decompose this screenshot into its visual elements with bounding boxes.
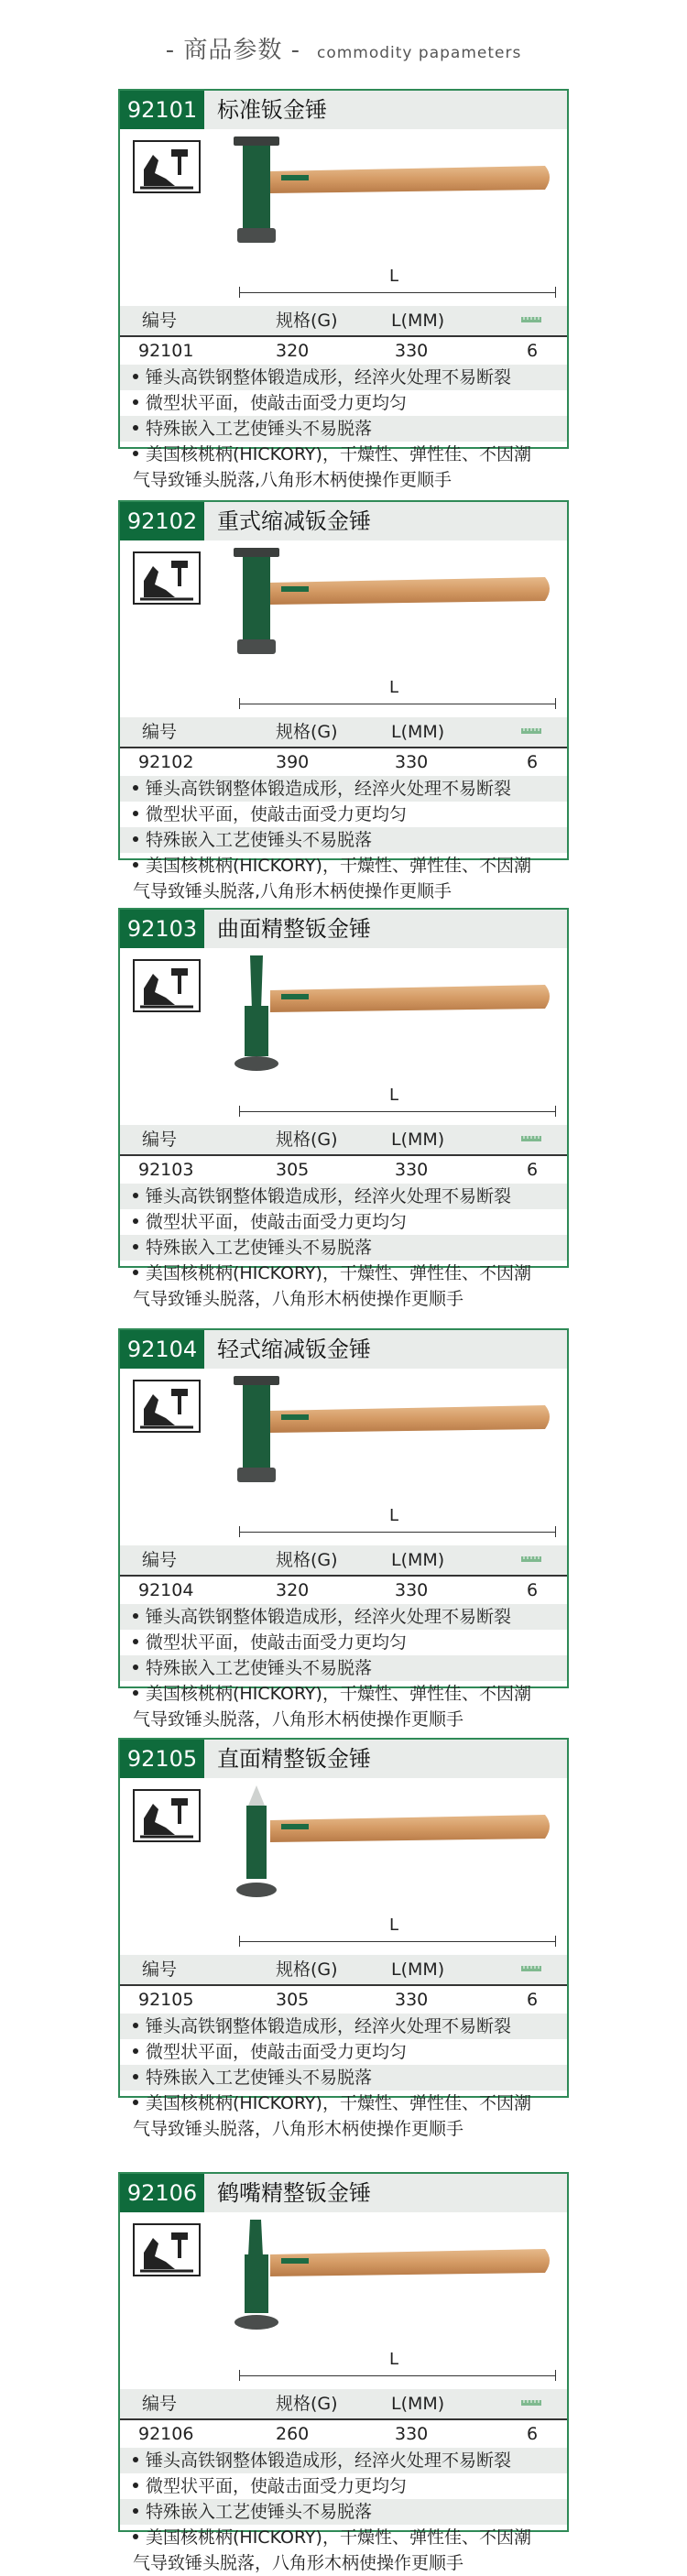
panel-hammer-image (234, 544, 563, 663)
bullet-icon (133, 1218, 138, 1224)
spec-data-row (120, 1156, 567, 1184)
hammering-usage-icon (133, 1380, 201, 1433)
product-name: 重式缩减钣金锤 (217, 508, 371, 534)
spec-data-row (120, 748, 567, 776)
bullet-icon (133, 2483, 138, 2488)
panel-hammer-image (234, 1782, 563, 1901)
length-dimension (239, 2350, 556, 2381)
product-photo (124, 544, 567, 724)
spec-table (120, 1955, 567, 2014)
spec-table (120, 1545, 567, 1604)
feature-item: 微型状平面，使敲击面受力更均匀 (133, 2039, 407, 2065)
spec-weight: 305 (276, 1160, 310, 1180)
feature-item: 美国核桃柄(HICKORY)，干燥性、弹性佳、不因潮 (133, 442, 531, 467)
col-length-header: L(MM) (391, 2394, 445, 2414)
spec-weight: 320 (276, 341, 310, 361)
spec-qty: 6 (527, 1990, 539, 2010)
feature-item: 特殊嵌入工艺使锤头不易脱落 (133, 1235, 372, 1261)
bullet-icon (133, 399, 138, 405)
spec-header-row (120, 1545, 567, 1575)
bullet-icon (133, 2048, 138, 2054)
col-length-header: L(MM) (391, 311, 445, 331)
product-code-badge: 92103 (120, 910, 204, 948)
bullet-icon (133, 2534, 138, 2539)
feature-item-continued: 气导致锤头脱落,八角形木柄使操作更顺手 (133, 881, 453, 901)
feature-item-continued: 气导致锤头脱落，八角形木柄使操作更顺手 (133, 1289, 464, 1309)
spec-header-row (120, 717, 567, 747)
spec-data-row (120, 1986, 567, 2014)
panel-hammer-image (234, 952, 563, 1071)
feature-item: 锤头高铁钢整体锻造成形，经淬火处理不易断裂 (133, 2014, 511, 2039)
spec-table (120, 1125, 567, 1184)
spec-code: 92105 (138, 1990, 194, 2010)
length-dimension-label: L (386, 2350, 402, 2369)
length-dimension (239, 1506, 556, 1537)
spec-qty: 6 (527, 2424, 539, 2444)
panel-hammer-image (234, 1372, 563, 1491)
length-dimension-label: L (386, 1506, 402, 1525)
feature-item-continued: 气导致锤头脱落，八角形木柄使操作更顺手 (133, 2119, 464, 2139)
feature-item: 锤头高铁钢整体锻造成形，经淬火处理不易断裂 (133, 2448, 511, 2473)
section-title-en: commodity papameters (316, 44, 522, 62)
length-dimension-label: L (386, 267, 402, 286)
feature-item: 特殊嵌入工艺使锤头不易脱落 (133, 416, 372, 442)
spec-length: 330 (395, 2424, 429, 2444)
bullet-icon (133, 1270, 138, 1275)
product-code-badge: 92104 (120, 1330, 204, 1369)
section-title-zh: - 商品参数 - (165, 37, 300, 64)
bullet-icon (133, 1244, 138, 1250)
product-card (118, 1328, 569, 1730)
spec-code: 92101 (138, 341, 194, 361)
length-dimension (239, 678, 556, 709)
col-weight-header: 规格(G) (276, 1959, 338, 1980)
product-photo (124, 1372, 567, 1552)
col-length-header: L(MM) (391, 1959, 445, 1980)
spec-header-row (120, 1955, 567, 1984)
feature-item: 锤头高铁钢整体锻造成形，经淬火处理不易断裂 (133, 1604, 511, 1630)
spec-length: 330 (395, 341, 429, 361)
ruler-icon (521, 1134, 541, 1143)
spec-code: 92102 (138, 752, 194, 772)
feature-item-continued: 气导致锤头脱落,八角形木柄使操作更顺手 (133, 470, 453, 490)
spec-code: 92103 (138, 1160, 194, 1180)
bullet-icon (133, 1613, 138, 1619)
product-name: 直面精整钣金锤 (217, 1746, 371, 1772)
col-length-header: L(MM) (391, 722, 445, 742)
bullet-icon (133, 836, 138, 842)
hammering-usage-icon (133, 2223, 201, 2276)
col-weight-header: 规格(G) (276, 2394, 338, 2414)
feature-item: 微型状平面，使敲击面受力更均匀 (133, 1209, 407, 1235)
product-card (118, 908, 569, 1309)
spec-data-row (120, 337, 567, 365)
bullet-icon (133, 1665, 138, 1670)
spec-length: 330 (395, 1990, 429, 2010)
feature-item: 美国核桃柄(HICKORY)，干燥性、弹性佳、不因潮 (133, 853, 531, 879)
spec-length: 330 (395, 752, 429, 772)
bullet-icon (133, 374, 138, 379)
length-dimension (239, 267, 556, 298)
bullet-icon (133, 785, 138, 791)
product-photo (124, 1782, 567, 1961)
ruler-icon (521, 1964, 541, 1973)
spec-table (120, 2389, 567, 2448)
feature-item: 微型状平面，使敲击面受力更均匀 (133, 1630, 407, 1655)
col-code-header: 编号 (142, 1550, 178, 1570)
hammering-usage-icon (133, 140, 201, 193)
length-dimension (239, 1916, 556, 1947)
feature-item-continued: 气导致锤头脱落，八角形木柄使操作更顺手 (133, 2553, 464, 2573)
product-code-badge: 92101 (120, 91, 204, 129)
product-photo (124, 133, 567, 312)
bullet-icon (133, 811, 138, 816)
bullet-icon (133, 425, 138, 431)
product-code-badge: 92106 (120, 2174, 204, 2212)
bullet-icon (133, 2023, 138, 2028)
hammering-usage-icon (133, 551, 201, 605)
bullet-icon (133, 451, 138, 456)
spec-code: 92104 (138, 1580, 194, 1600)
length-dimension (239, 1086, 556, 1117)
product-name: 标准钣金锤 (217, 97, 327, 123)
spec-header-row (120, 2389, 567, 2418)
feature-item: 美国核桃柄(HICKORY)，干燥性、弹性佳、不因潮 (133, 1681, 531, 1707)
spec-header-row (120, 1125, 567, 1154)
spec-weight: 260 (276, 2424, 310, 2444)
feature-item: 美国核桃柄(HICKORY)，干燥性、弹性佳、不因潮 (133, 2525, 531, 2550)
col-code-header: 编号 (142, 1959, 178, 1980)
spec-weight: 390 (276, 752, 310, 772)
feature-item: 特殊嵌入工艺使锤头不易脱落 (133, 2065, 372, 2090)
feature-item: 锤头高铁钢整体锻造成形，经淬火处理不易断裂 (133, 776, 511, 802)
bullet-icon (133, 2508, 138, 2514)
product-code-badge: 92105 (120, 1740, 204, 1778)
length-dimension-label: L (386, 1916, 402, 1935)
col-weight-header: 规格(G) (276, 722, 338, 742)
bullet-icon (133, 1193, 138, 1198)
ruler-icon (521, 315, 541, 324)
ruler-icon (521, 2398, 541, 2407)
feature-item: 特殊嵌入工艺使锤头不易脱落 (133, 1655, 372, 1681)
feature-item: 微型状平面，使敲击面受力更均匀 (133, 2473, 407, 2499)
bullet-icon (133, 2074, 138, 2079)
spec-code: 92106 (138, 2424, 194, 2444)
length-dimension-label: L (386, 678, 402, 697)
feature-item: 特殊嵌入工艺使锤头不易脱落 (133, 2499, 372, 2525)
col-length-header: L(MM) (391, 1130, 445, 1150)
feature-item: 美国核桃柄(HICKORY)，干燥性、弹性佳、不因潮 (133, 2090, 531, 2116)
product-code-badge: 92102 (120, 502, 204, 540)
spec-table (120, 717, 567, 776)
spec-qty: 6 (527, 1160, 539, 1180)
spec-length: 330 (395, 1160, 429, 1180)
spec-qty: 6 (527, 341, 539, 361)
feature-item: 微型状平面，使敲击面受力更均匀 (133, 390, 407, 416)
bullet-icon (133, 2457, 138, 2462)
bullet-icon (133, 1690, 138, 1696)
spec-length: 330 (395, 1580, 429, 1600)
feature-item: 特殊嵌入工艺使锤头不易脱落 (133, 827, 372, 853)
feature-item-continued: 气导致锤头脱落，八角形木柄使操作更顺手 (133, 1709, 464, 1730)
panel-hammer-image (234, 2216, 563, 2335)
product-card (118, 1738, 569, 2139)
spec-table (120, 306, 567, 365)
col-weight-header: 规格(G) (276, 1550, 338, 1570)
col-length-header: L(MM) (391, 1550, 445, 1570)
section-title (0, 31, 687, 65)
col-code-header: 编号 (142, 1130, 178, 1150)
product-card (118, 2172, 569, 2573)
bullet-icon (133, 1639, 138, 1644)
product-name: 鹤嘴精整钣金锤 (217, 2180, 371, 2206)
spec-header-row (120, 306, 567, 335)
feature-item: 锤头高铁钢整体锻造成形，经淬火处理不易断裂 (133, 1184, 511, 1209)
spec-data-row (120, 1577, 567, 1604)
ruler-icon (521, 1555, 541, 1564)
feature-item: 美国核桃柄(HICKORY)，干燥性、弹性佳、不因潮 (133, 1261, 531, 1286)
hammering-usage-icon (133, 959, 201, 1012)
feature-item: 锤头高铁钢整体锻造成形，经淬火处理不易断裂 (133, 365, 511, 390)
product-photo (124, 2216, 567, 2396)
col-code-header: 编号 (142, 311, 178, 331)
section-header (0, 0, 687, 92)
spec-data-row (120, 2420, 567, 2448)
spec-qty: 6 (527, 752, 539, 772)
col-code-header: 编号 (142, 722, 178, 742)
ruler-icon (521, 726, 541, 736)
product-card (118, 89, 569, 490)
col-weight-header: 规格(G) (276, 1130, 338, 1150)
bullet-icon (133, 2100, 138, 2105)
spec-weight: 320 (276, 1580, 310, 1600)
product-name: 轻式缩减钣金锤 (217, 1337, 371, 1362)
product-name: 曲面精整钣金锤 (217, 916, 371, 942)
panel-hammer-image (234, 133, 563, 252)
spec-qty: 6 (527, 1580, 539, 1600)
bullet-icon (133, 862, 138, 868)
hammering-usage-icon (133, 1789, 201, 1842)
product-card (118, 500, 569, 901)
spec-weight: 305 (276, 1990, 310, 2010)
length-dimension-label: L (386, 1086, 402, 1105)
col-code-header: 编号 (142, 2394, 178, 2414)
col-weight-header: 规格(G) (276, 311, 338, 331)
product-photo (124, 952, 567, 1131)
feature-item: 微型状平面，使敲击面受力更均匀 (133, 802, 407, 827)
